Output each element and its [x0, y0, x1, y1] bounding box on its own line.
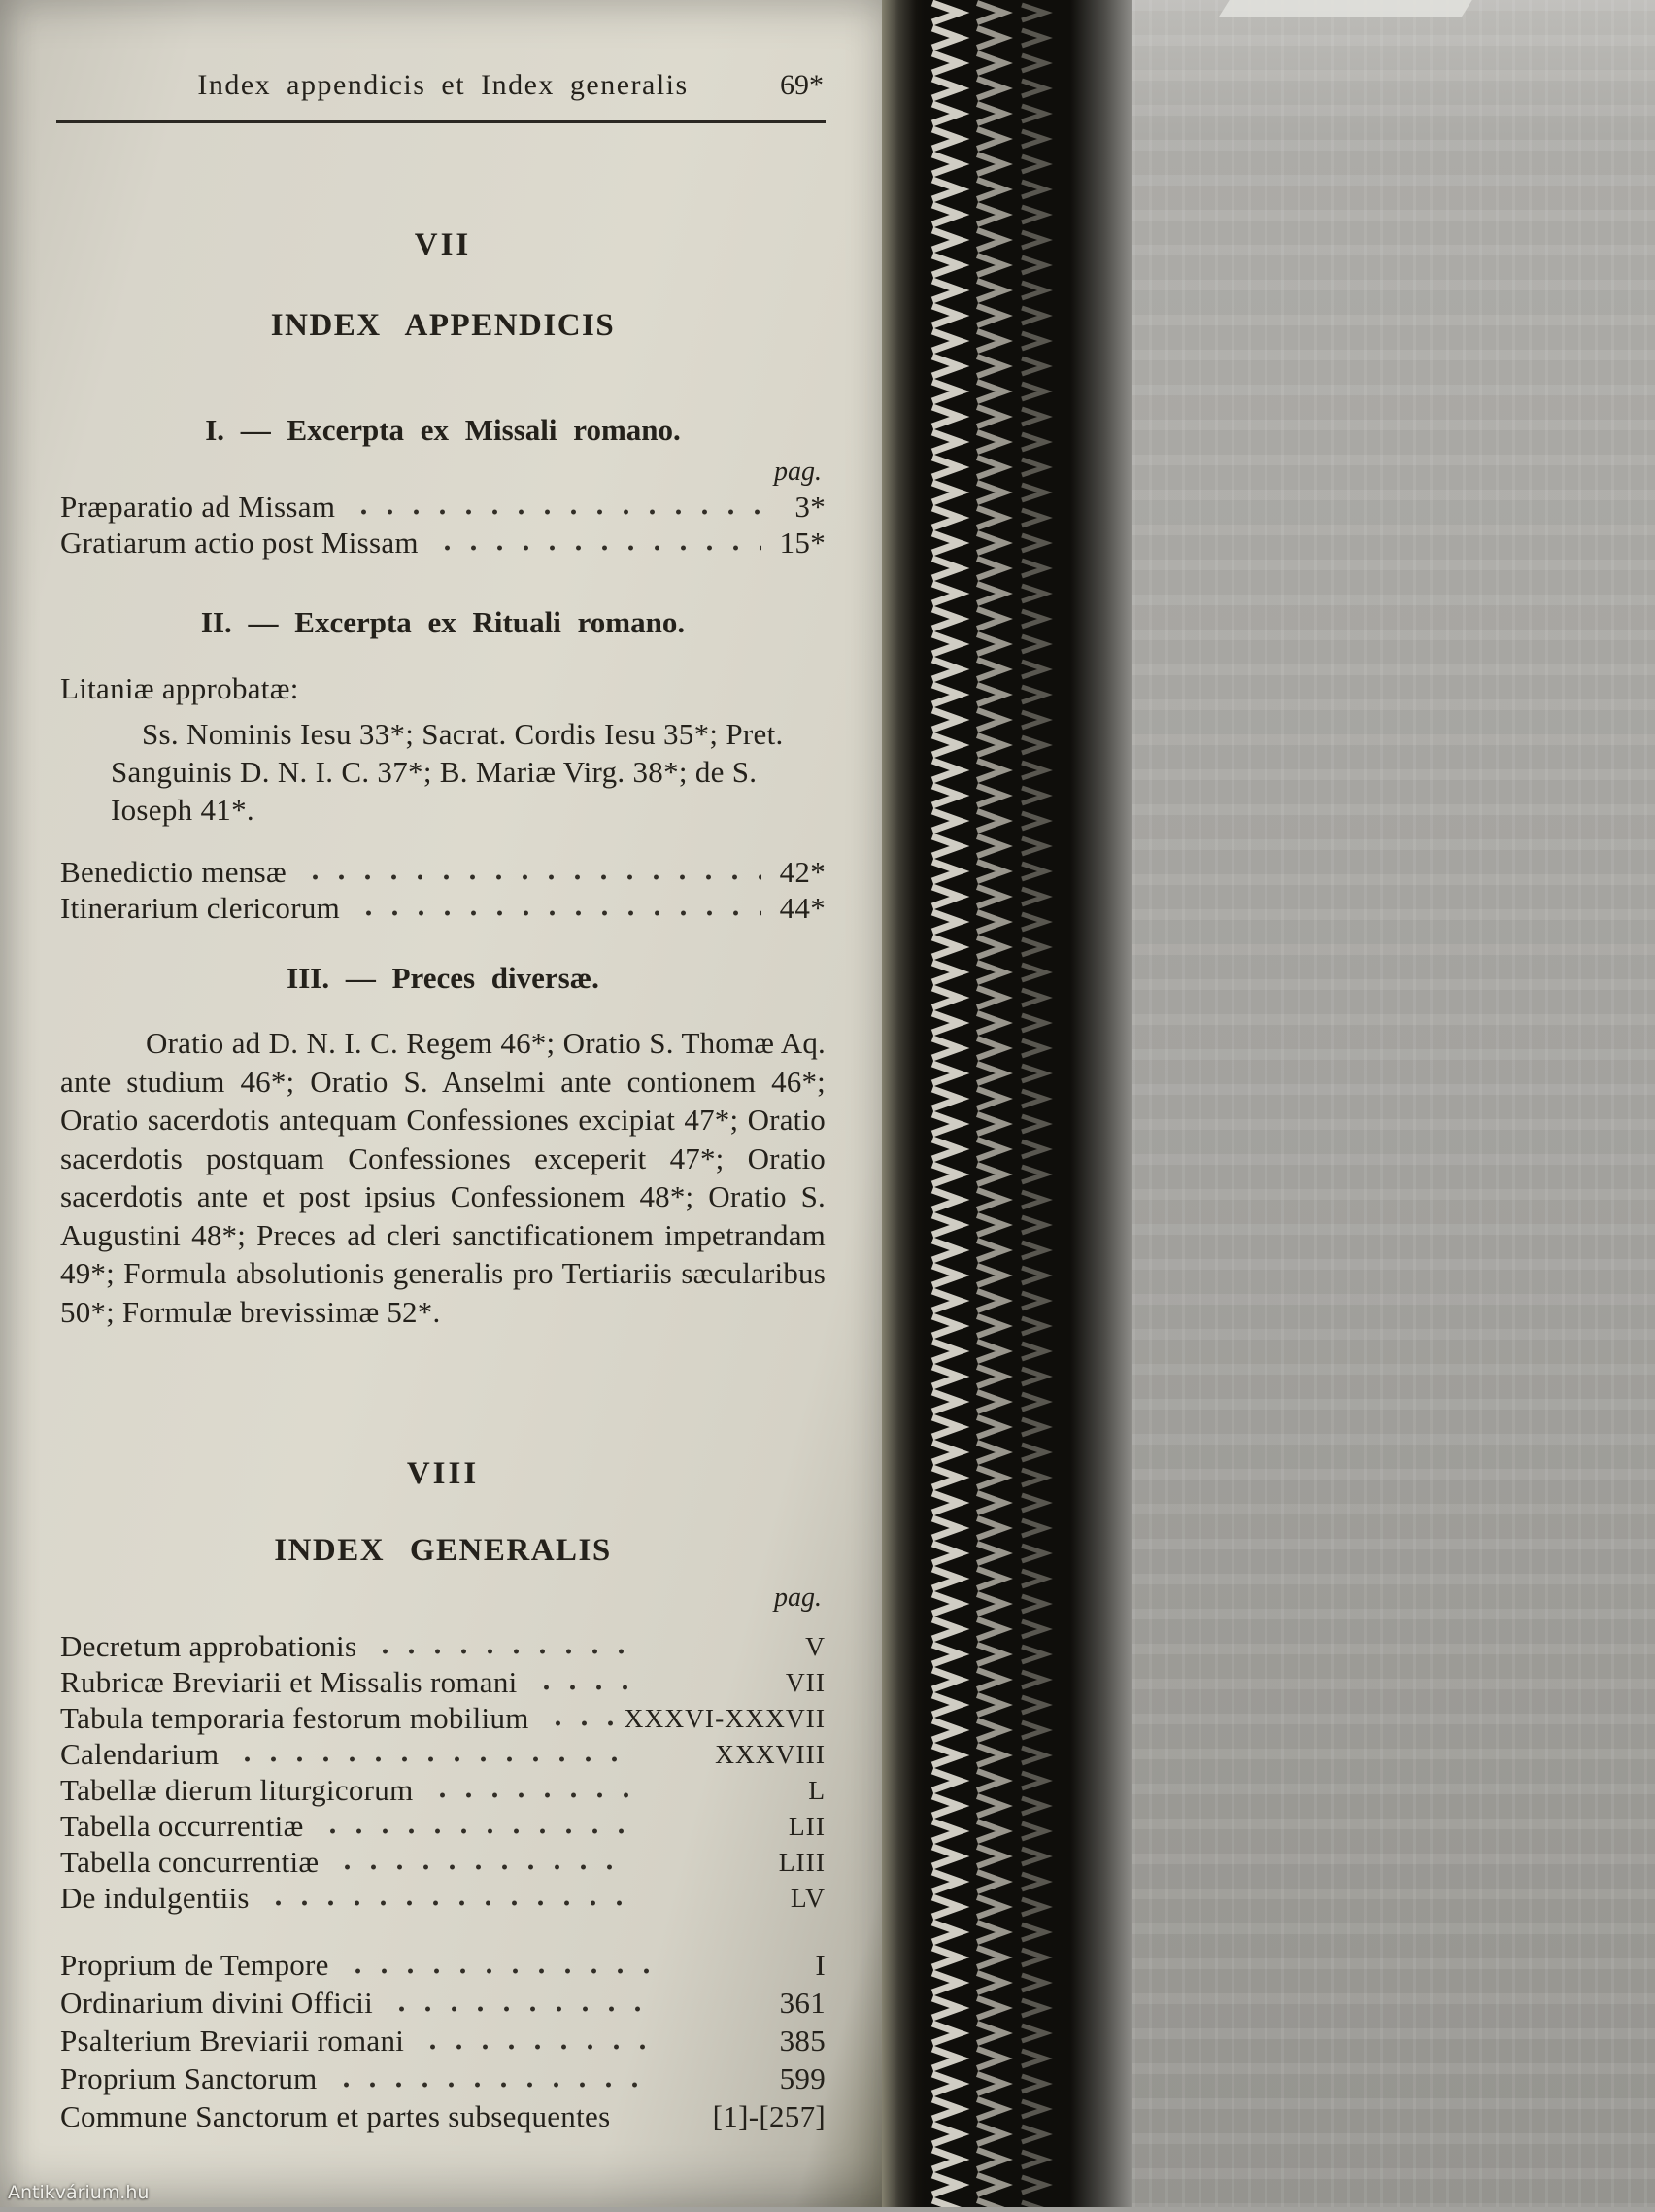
gilded-zigzag-edge: [925, 0, 1070, 2207]
dot-leader: [343, 1946, 656, 1984]
watermark: Antikvárium.hu: [8, 2182, 150, 2203]
dot-leader: [387, 1984, 656, 2022]
toc-entry: [60, 1772, 826, 1808]
entry-label: Tabula temporaria festorum mobilium: [60, 1701, 529, 1735]
toc-entry: [60, 1844, 826, 1880]
toc-entry: [60, 1700, 826, 1736]
toc-entry: [60, 890, 826, 926]
entry-page-number: L: [808, 1775, 826, 1805]
running-header: [60, 68, 826, 103]
entry-page-number: 361: [779, 1986, 826, 2020]
toc-entry: [60, 2022, 826, 2059]
running-header-title: Index appendicis et Index generalis: [197, 69, 689, 101]
entry-page-number: I: [815, 1948, 826, 1982]
preces-paragraph: Oratio ad D. N. I. C. Regem 46*; Oratio S. Thomæ Aq. ante studium 46*; Oratio S. Anselmi ante contionem 46*; Oratio sacerdotis antequam Confessiones excipiat 47*; Oratio sacerdotis postquam Confessiones exceperit 47*; Oratio sacerdotis ante et post ipsius Confessionem 48*; Oratio S. Augustini 48*; Preces ad cleri sanctificationem impetrandam 49*; Formula absolutionis generalis pro Tertiariis sæcularibus 50*; Formulæ brevissimæ 52*.: [60, 1026, 826, 1329]
toc-entry: [60, 1984, 826, 2022]
toc-entry: [60, 1946, 826, 1984]
dot-leader: [332, 1844, 631, 1880]
entry-page-number: [1]-[257]: [712, 2099, 826, 2133]
entry-page-number: XXXVIII: [715, 1739, 826, 1769]
light-sliver: [1219, 0, 1476, 17]
entry-page-number: 3*: [794, 490, 826, 524]
toc-entry: [60, 1880, 826, 1916]
entry-label: De indulgentiis: [60, 1881, 250, 1915]
dot-leader: [349, 489, 761, 525]
section-numeral-viii: VIII: [406, 1456, 480, 1491]
header-rule: [56, 120, 826, 123]
toc-entry: [60, 854, 826, 890]
entry-label: Itinerarium clericorum: [60, 891, 341, 925]
litaniae-heading: Litaniæ approbatæ:: [60, 671, 299, 705]
entry-label: Benedictio mensæ: [60, 855, 287, 889]
index-generalis-title: INDEX GENERALIS: [274, 1533, 612, 1568]
dot-leader: [624, 2097, 656, 2135]
entry-label: Gratiarum actio post Missam: [60, 526, 419, 560]
entry-page-number: 599: [779, 2061, 826, 2095]
missali-heading: I. — Excerpta ex Missali romano.: [205, 413, 681, 447]
zigzag-pattern-svg: [925, 0, 1070, 2207]
dot-leader: [418, 2022, 656, 2059]
entry-label: Decretum approbationis: [60, 1629, 357, 1663]
missali-entries: [60, 489, 826, 561]
toc-entry: [60, 1664, 826, 1700]
entry-label: Commune Sanctorum et partes subsequentes: [60, 2099, 611, 2133]
edge-to-wall-fade: [1070, 0, 1132, 2207]
entry-label: Tabellæ dierum liturgicorum: [60, 1773, 414, 1807]
dot-leader: [331, 2059, 656, 2097]
litaniae-list: Ss. Nominis Iesu 33*; Sacrat. Cordis Iesu 35*; Pret. Sanguinis D. N. I. C. 37*; B. Mariæ Virg. 38*; de S. Ioseph 41*.: [111, 717, 784, 827]
entry-label: Calendarium: [60, 1737, 220, 1771]
entry-label: Proprium Sanctorum: [60, 2061, 318, 2095]
entry-page-number: VII: [785, 1667, 826, 1697]
section-numeral-vii: VII: [414, 227, 472, 262]
toc-entry: [60, 2059, 826, 2097]
generalis-front-entries: [60, 1628, 826, 1916]
entry-label: Proprium de Tempore: [60, 1948, 329, 1982]
entry-page-number: LII: [788, 1811, 826, 1841]
toc-entry: [60, 1808, 826, 1844]
toc-entry: [60, 2097, 826, 2135]
dot-leader: [432, 525, 761, 561]
entry-label: Tabella concurrentiæ: [60, 1845, 320, 1879]
entry-label: Præparatio ad Missam: [60, 490, 336, 524]
entry-page-number: 44*: [779, 891, 826, 925]
dot-leader: [543, 1700, 615, 1736]
dot-leader: [263, 1880, 631, 1916]
dot-leader: [531, 1664, 631, 1700]
page-edge-shadow: [882, 0, 925, 2207]
entry-page-number: V: [805, 1631, 826, 1661]
entry-page-number: 15*: [779, 526, 826, 560]
preces-heading: III. — Preces diversæ.: [287, 961, 599, 995]
dot-leader: [300, 854, 761, 890]
generalis-main-entries: [60, 1946, 826, 2135]
toc-entry: [60, 525, 826, 561]
dot-leader: [370, 1628, 631, 1664]
rituali-entries: [60, 854, 826, 926]
pag-label-2: pag.: [774, 1582, 822, 1613]
page-number: 69*: [780, 69, 824, 101]
entry-page-number: LIII: [778, 1847, 826, 1877]
entry-label: Tabella occurrentiæ: [60, 1809, 304, 1843]
dot-leader: [354, 890, 761, 926]
toc-entry: [60, 1736, 826, 1772]
entry-label: Rubricæ Breviarii et Missalis romani: [60, 1665, 518, 1699]
entry-page-number: XXXVI-XXXVII: [624, 1703, 826, 1733]
rituali-heading: II. — Excerpta ex Rituali romano.: [200, 605, 686, 639]
dot-leader: [232, 1736, 631, 1772]
background-wall: [1132, 0, 1655, 2207]
pag-label-1: pag.: [774, 457, 822, 487]
entry-page-number: 385: [779, 2024, 826, 2058]
dot-leader: [427, 1772, 631, 1808]
toc-entry: [60, 1628, 826, 1664]
entry-label: Psalterium Breviarii romani: [60, 2024, 405, 2058]
toc-entry: [60, 489, 826, 525]
entry-page-number: LV: [790, 1883, 826, 1913]
dot-leader: [318, 1808, 631, 1844]
entry-label: Ordinarium divini Officii: [60, 1986, 374, 2020]
index-appendicis-title: INDEX APPENDICIS: [270, 308, 616, 343]
entry-page-number: 42*: [779, 855, 826, 889]
